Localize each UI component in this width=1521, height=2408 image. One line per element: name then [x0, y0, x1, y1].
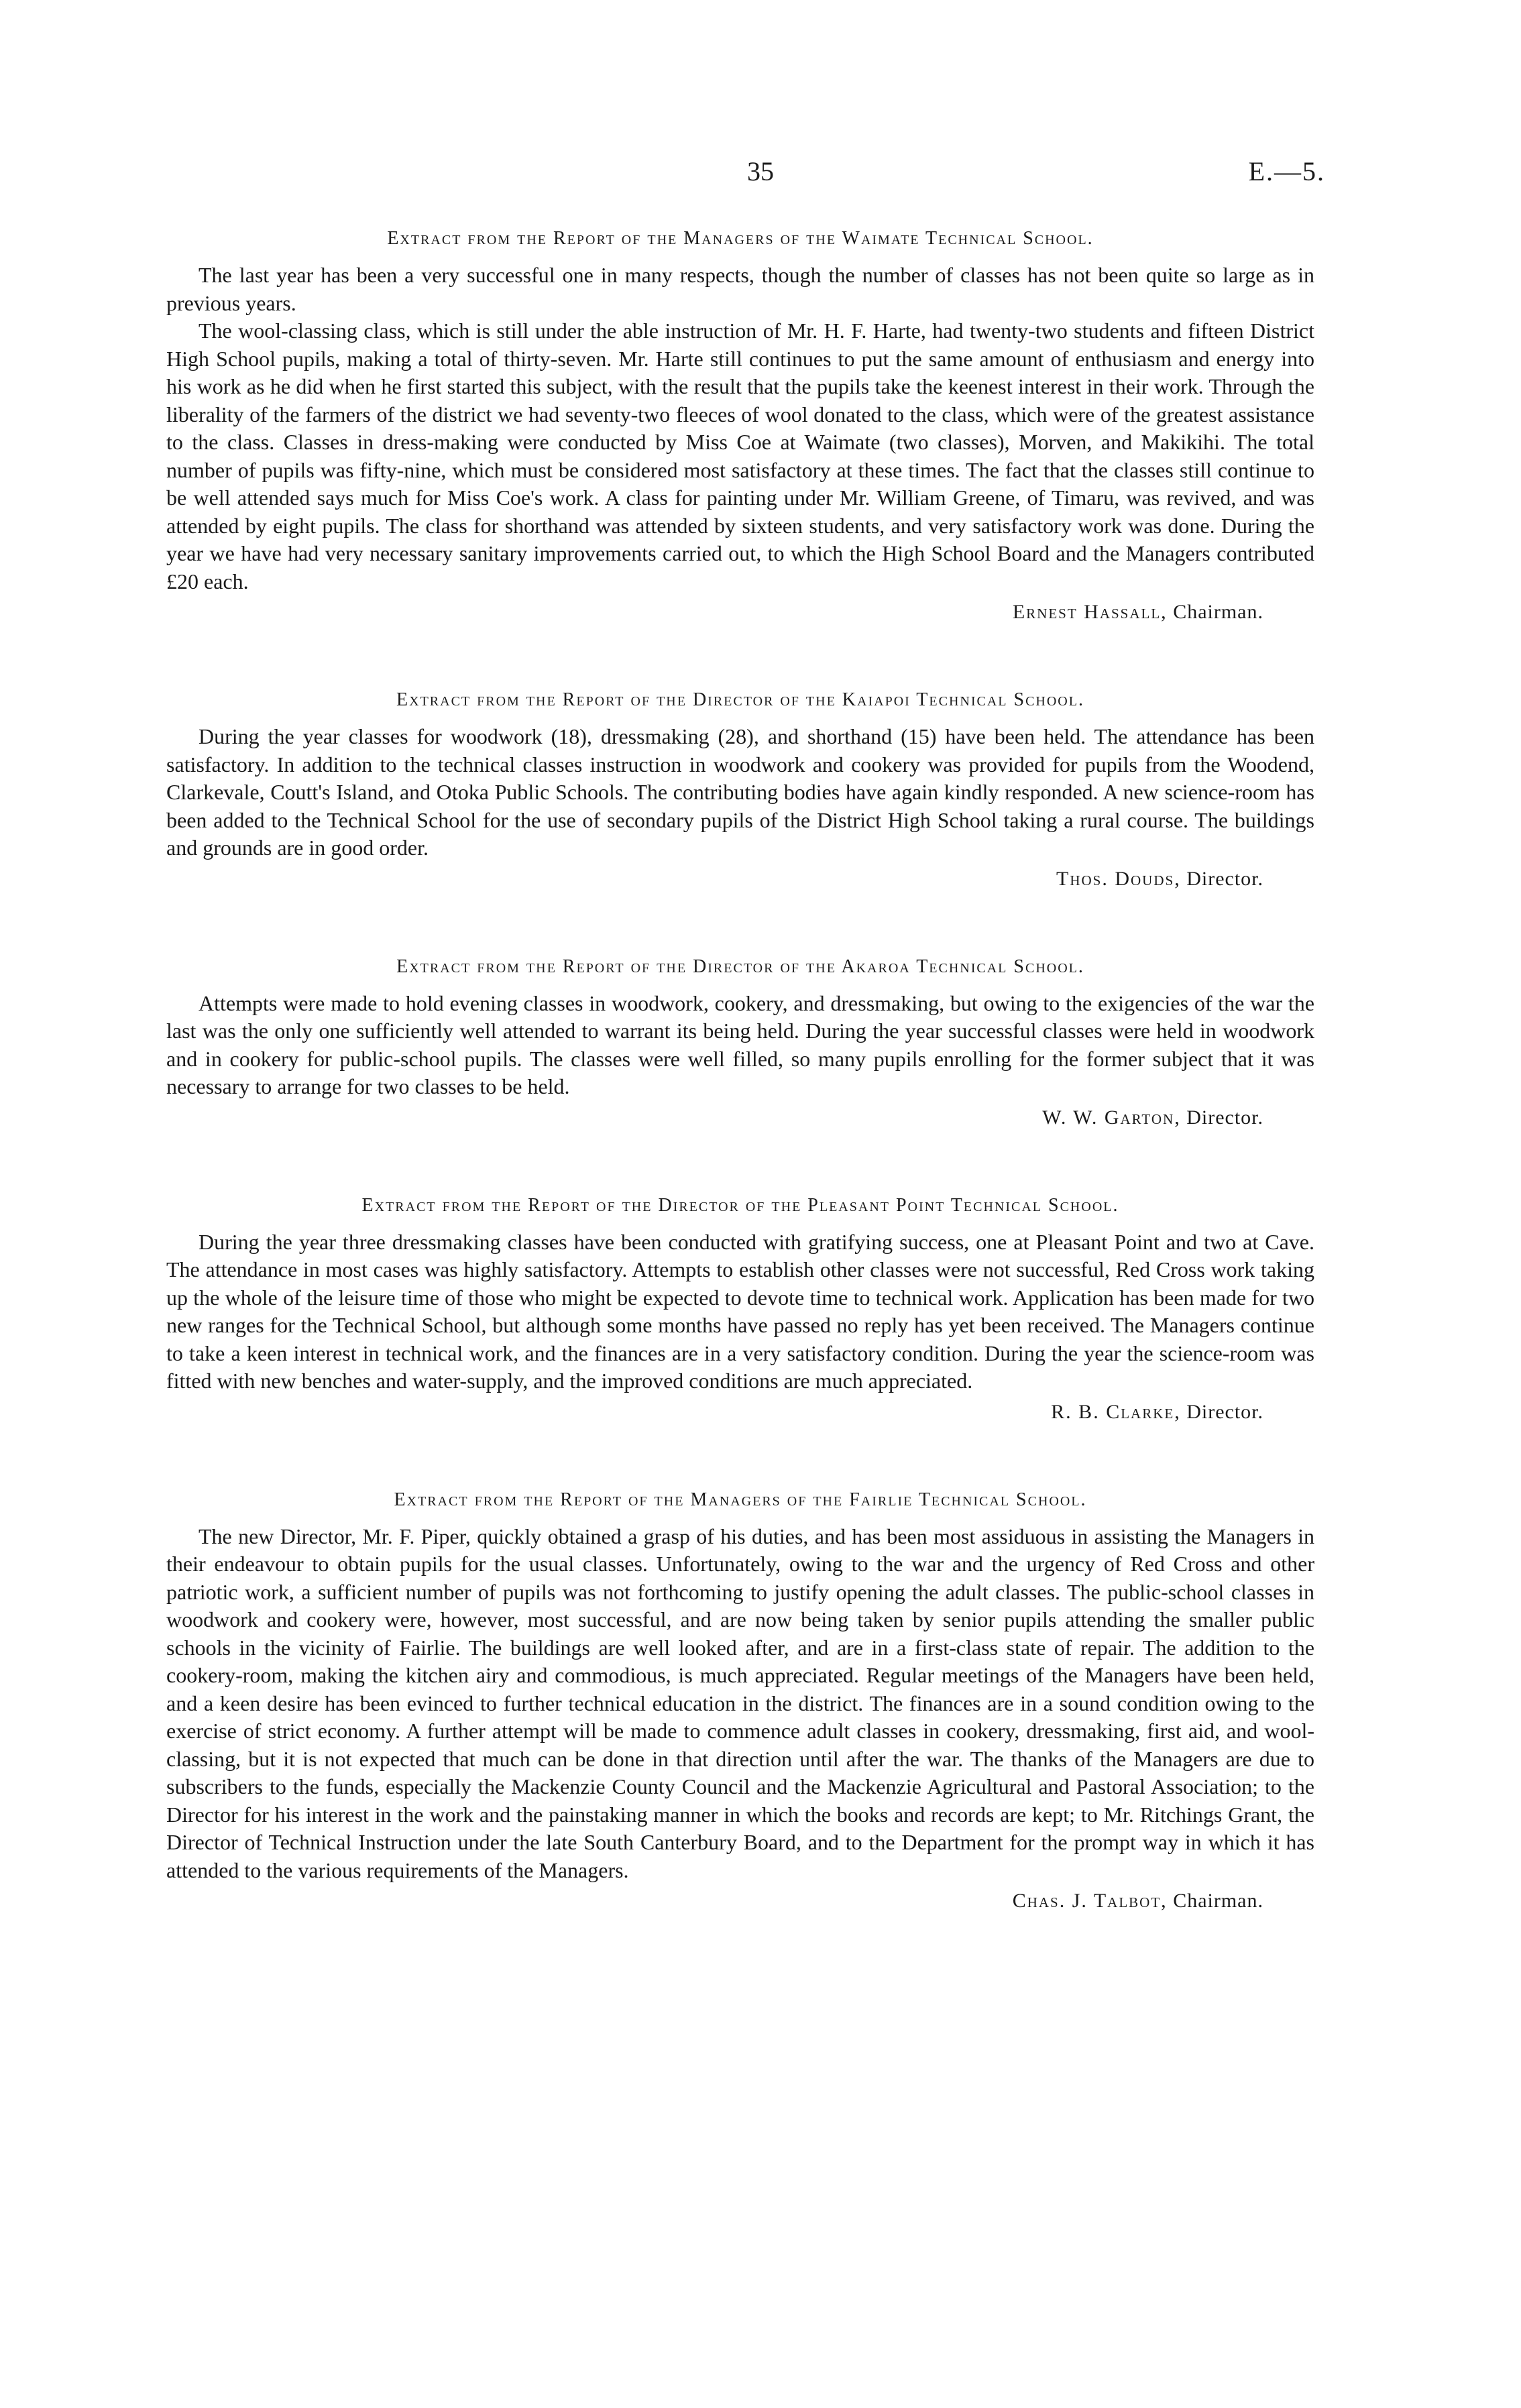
section-pleasant-point [166, 1195, 1314, 1424]
signature [166, 1401, 1314, 1424]
signature [166, 1106, 1314, 1129]
signatory-name: Thos. Douds, [1056, 867, 1181, 890]
section-akaroa [166, 956, 1314, 1129]
page-header [0, 156, 1521, 196]
section-waimate [166, 228, 1314, 624]
body-paragraph: Attempts were made to hold evening classes in woodwork, cookery, and dressmaking, but owing to the exigencies of the war the last was the only one sufficiently well attended to warrant its being held. During the year successful classes were held in woodwork and in cookery for public-school pupils. The classes were well filled, so many pupils enrolling for the former subject that it was necessary to arrange for two classes to be held. [166, 990, 1314, 1098]
signatory-role: Director. [1186, 867, 1263, 890]
body-paragraph: During the year classes for woodwork (18), dressmaking (28), and shorthand (15) have been held. The attendance has been satisfactory. In addition to the technical classes instruction in woodwork and cookery was provided for pupils from the Woodend, Clarkevale, Coutt's Island, and Otoka Public Schools. The contributing bodies have again kindly responded. A new science-room has been added to the Technical School for the use of secondary pupils of the District High School taking a rural course. The buildings and grounds are in good order. [166, 724, 1314, 860]
signatory-name: R. B. Clarke, [1051, 1400, 1181, 1423]
section-title: Extract from the Report of the Director of the Pleasant Point Technical School. [361, 1194, 1119, 1216]
signatory-role: Director. [1186, 1400, 1263, 1423]
signatory-name: Ernest Hassall, [1012, 601, 1168, 623]
body-paragraph: During the year three dressmaking classes have been conducted with gratifying success, one at Pleasant Point and two at Cave. The attendance in most cases was highly satisfactory. Attempts to establish other classes were not successful, Red Cross work taking up the whole of the leisure time of those who might be expected to devote time to technical work. Application has been made for two new ranges for the Technical School, but although some months have passed no reply has yet been received. The Managers continue to take a keen interest in technical work, and the finances are in a very satisfactory condition. During the year the science-room was fitted with new benches and water-supply, and the improved conditions are much appreciated. [166, 1229, 1314, 1393]
section-title: Extract from the Report of the Managers of the Fairlie Technical School. [394, 1489, 1087, 1510]
signatory-name: W. W. Garton, [1042, 1106, 1181, 1129]
signatory-role: Chairman. [1173, 1890, 1263, 1912]
section-title: Extract from the Report of the Director of the Akaroa Technical School. [396, 956, 1084, 977]
section-title: Extract from the Report of the Managers of the Waimate Technical School. [387, 228, 1094, 249]
signatory-role: Chairman. [1173, 601, 1263, 623]
body-paragraph: The last year has been a very successful one in many respects, though the number of classes has not been quite so large as in previous years. [166, 263, 1314, 315]
signatory-name: Chas. J. Talbot, [1012, 1890, 1168, 1912]
page-number: 35 [747, 156, 774, 186]
section-kaiapoi [166, 689, 1314, 891]
section-title: Extract from the Report of the Director of the Kaiapoi Technical School. [396, 689, 1084, 710]
body-paragraph: The wool-classing class, which is still under the able instruction of Mr. H. F. Harte, had twenty-two students and fifteen District High School pupils, making a total of thirty-seven. Mr. Harte still continues to put the same amount of enthusiasm and energy into his work as he did when he first started this subject, with the result that the pupils take the keenest interest in their work. Through the liberality of the farmers of the district we had seventy-two fleeces of wool donated to the class, which were of the greatest assistance to the class. Classes in dress-making were conducted by Miss Coe at Waimate (two classes), Morven, and Makikihi. The total number of pupils was fifty-nine, which must be considered most satisfactory at these times. The fact that the classes still continue to be well attended says much for Miss Coe's work. A class for painting under Mr. William Greene, of Timaru, was revived, and was attended by eight pupils. The class for shorthand was attended by sixteen students, and very satisfactory work was done. During the year we have had very necessary sanitary improvements carried out, to which the High School Board and the Managers contributed £20 each. [166, 319, 1314, 593]
section-fairlie [166, 1489, 1314, 1913]
signature [166, 868, 1314, 891]
document-reference: E.—5. [1248, 156, 1325, 186]
body-paragraph: The new Director, Mr. F. Piper, quickly obtained a grasp of his duties, and has been most assiduous in assisting the Managers in their endeavour to obtain pupils for the usual classes. Unfortunately, owing to the war and the urgency of Red Cross and other patriotic work, a sufficient number of pupils was not forthcoming to justify opening the adult classes. The public-school classes in woodwork and cookery were, however, most successful, and are now being taken by senior pupils attending the smaller public schools in the vicinity of Fairlie. The buildings are well looked after, and are in a first-class state of repair. The addition to the cookery-room, making the kitchen airy and commodious, is much appreciated. Regular meetings of the Managers have been held, and a keen desire has been evinced to further technical education in the district. The finances are in a sound condition owing to the exercise of strict economy. A further attempt will be made to commence adult classes in cookery, dressmaking, first aid, and wool-classing, but it is not expected that much can be done in that direction until after the war. The thanks of the Managers are due to subscribers to the funds, especially the Mackenzie County Council and the Mackenzie Agricultural and Pastoral Association; to the Director for his interest in the work and the painstaking manner in which the books and records are kept; to Mr. Ritchings Grant, the Director of Technical Instruction under the late South Canterbury Board, and to the Department for the prompt way in which it has attended to the various requirements of the Managers. [166, 1524, 1314, 1882]
report-extracts [166, 228, 1314, 1978]
signature [166, 1890, 1314, 1912]
signature [166, 601, 1314, 624]
signatory-role: Director. [1186, 1106, 1263, 1129]
